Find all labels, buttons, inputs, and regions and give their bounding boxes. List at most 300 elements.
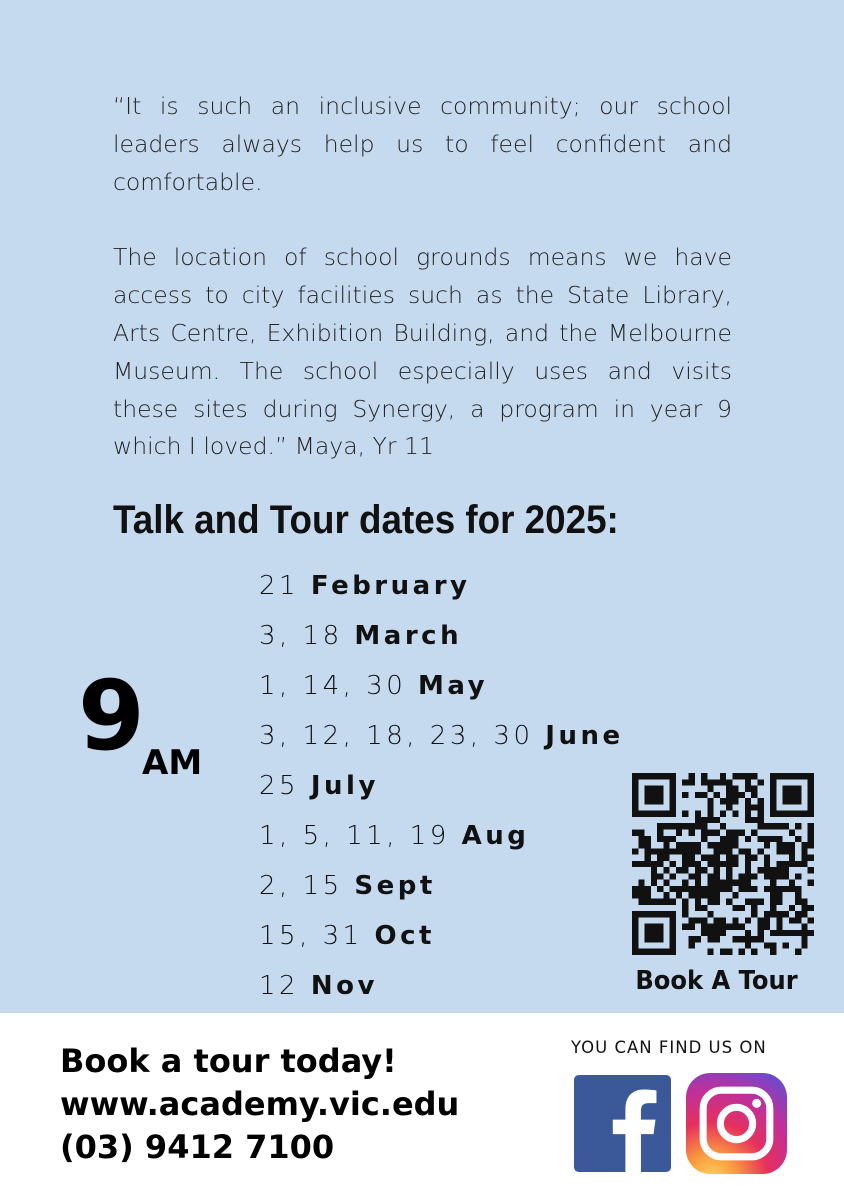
qr-module	[688, 855, 694, 861]
qr-module	[795, 773, 801, 779]
qr-module	[701, 836, 707, 842]
qr-module	[751, 829, 757, 835]
qr-module	[776, 842, 782, 848]
qr-module	[645, 811, 651, 817]
qr-module	[676, 829, 682, 835]
qr-module	[682, 861, 688, 867]
qr-module	[688, 917, 694, 923]
qr-module	[739, 949, 745, 955]
qr-module	[632, 911, 638, 917]
qr-module	[758, 924, 764, 930]
qr-module	[714, 817, 720, 823]
qr-module	[776, 873, 782, 879]
qr-module	[714, 855, 720, 861]
qr-module	[726, 804, 732, 810]
tour-date-item: 3, 12, 18, 23, 30 June	[259, 721, 624, 751]
qr-module	[695, 936, 701, 942]
qr-module	[720, 773, 726, 779]
qr-module	[714, 873, 720, 879]
qr-module	[707, 899, 713, 905]
qr-module	[670, 773, 676, 779]
qr-module	[645, 773, 651, 779]
qr-module	[688, 829, 694, 835]
qr-module	[795, 917, 801, 923]
qr-module	[770, 804, 776, 810]
qr-module	[657, 936, 663, 942]
qr-module	[670, 949, 676, 955]
qr-module	[701, 792, 707, 798]
qr-module	[645, 855, 651, 861]
qr-module	[714, 899, 720, 905]
qr-module	[783, 873, 789, 879]
qr-module	[795, 873, 801, 879]
qr-module	[638, 773, 644, 779]
qr-module	[670, 899, 676, 905]
qr-module	[745, 773, 751, 779]
qr-module	[801, 905, 807, 911]
qr-module	[770, 892, 776, 898]
qr-module	[751, 804, 757, 810]
qr-module	[632, 804, 638, 810]
qr-module	[732, 786, 738, 792]
qr-module	[739, 829, 745, 835]
qr-module	[645, 911, 651, 917]
qr-module	[645, 892, 651, 898]
qr-module	[714, 867, 720, 873]
qr-module	[714, 792, 720, 798]
qr-module	[726, 848, 732, 854]
qr-module	[651, 924, 657, 930]
qr-module	[632, 792, 638, 798]
qr-module	[808, 792, 814, 798]
qr-code[interactable]	[632, 773, 814, 955]
qr-module	[732, 917, 738, 923]
qr-module	[789, 792, 795, 798]
qr-module	[801, 848, 807, 854]
qr-module	[695, 817, 701, 823]
qr-module	[701, 855, 707, 861]
qr-module	[808, 867, 814, 873]
qr-module	[688, 773, 694, 779]
qr-module	[739, 880, 745, 886]
qr-module	[707, 779, 713, 785]
qr-module	[707, 892, 713, 898]
qr-module	[695, 899, 701, 905]
qr-module	[739, 936, 745, 942]
qr-module	[714, 779, 720, 785]
qr-module	[745, 786, 751, 792]
qr-module	[632, 798, 638, 804]
qr-module	[758, 917, 764, 923]
tour-date-item: 3, 18 March	[259, 621, 463, 651]
qr-module	[651, 786, 657, 792]
quote-paragraph-1: “It is such an inclusive community; our school leaders always help us to feel confident and comfortable.	[113, 92, 732, 196]
qr-module	[801, 924, 807, 930]
qr-module	[783, 867, 789, 873]
qr-module	[726, 779, 732, 785]
qr-module	[670, 848, 676, 854]
qr-module	[720, 930, 726, 936]
qr-module	[770, 905, 776, 911]
qr-module	[789, 861, 795, 867]
tour-time	[78, 660, 203, 783]
qr-module	[632, 930, 638, 936]
qr-module	[651, 949, 657, 955]
qr-module	[808, 930, 814, 936]
qr-module	[745, 817, 751, 823]
qr-module	[651, 861, 657, 867]
qr-module	[795, 792, 801, 798]
qr-module	[663, 880, 669, 886]
qr-module	[770, 899, 776, 905]
qr-module	[657, 786, 663, 792]
qr-module	[714, 892, 720, 898]
qr-module	[663, 773, 669, 779]
qr-module	[758, 779, 764, 785]
qr-module	[720, 842, 726, 848]
qr-module	[732, 905, 738, 911]
qr-module	[638, 836, 644, 842]
qr-module	[808, 779, 814, 785]
qr-module	[770, 779, 776, 785]
qr-module	[701, 892, 707, 898]
qr-module	[695, 811, 701, 817]
qr-module	[789, 798, 795, 804]
qr-module	[720, 848, 726, 854]
qr-module	[670, 811, 676, 817]
qr-module	[783, 942, 789, 948]
qr-module	[808, 804, 814, 810]
qr-module	[732, 836, 738, 842]
qr-module	[688, 842, 694, 848]
qr-module	[745, 880, 751, 886]
qr-module	[682, 792, 688, 798]
qr-module	[739, 886, 745, 892]
qr-module	[745, 811, 751, 817]
qr-module	[751, 792, 757, 798]
qr-module	[707, 804, 713, 810]
tour-dates-heading: Talk and Tour dates for 2025:	[113, 498, 619, 542]
qr-module	[808, 880, 814, 886]
qr-module	[770, 836, 776, 842]
qr-module	[695, 848, 701, 854]
qr-module	[789, 811, 795, 817]
qr-module	[707, 880, 713, 886]
tour-date-item: 2, 15 Sept	[259, 871, 436, 901]
qr-module	[745, 873, 751, 879]
qr-module	[808, 842, 814, 848]
qr-module	[770, 823, 776, 829]
qr-module	[758, 848, 764, 854]
qr-module	[770, 930, 776, 936]
qr-module	[783, 792, 789, 798]
qr-module	[776, 836, 782, 842]
facebook-icon[interactable]	[574, 1075, 671, 1172]
qr-module	[770, 942, 776, 948]
tour-time-period: AM	[142, 743, 203, 783]
qr-module	[783, 773, 789, 779]
qr-module	[657, 855, 663, 861]
qr-module	[651, 792, 657, 798]
qr-module	[808, 829, 814, 835]
qr-module	[795, 811, 801, 817]
qr-module	[645, 842, 651, 848]
qr-module	[789, 880, 795, 886]
qr-module	[789, 829, 795, 835]
qr-module	[808, 917, 814, 923]
qr-module	[758, 804, 764, 810]
qr-module	[688, 873, 694, 879]
qr-module	[789, 855, 795, 861]
qr-module	[663, 811, 669, 817]
qr-module	[795, 892, 801, 898]
qr-module	[670, 917, 676, 923]
qr-module	[783, 798, 789, 804]
qr-module	[764, 942, 770, 948]
qr-module	[701, 779, 707, 785]
qr-module	[726, 867, 732, 873]
qr-module	[638, 861, 644, 867]
quote-paragraph-2: The location of school grounds means we have access to city facilities such as the State Library, Arts Centre, Exhibition Building, and the Melbourne Museum. The school especially uses and visits these sites during Synergy, a program in year 9 which I loved.” Maya, Yr 11	[113, 243, 732, 461]
qr-module	[726, 786, 732, 792]
qr-module	[676, 823, 682, 829]
qr-module	[751, 936, 757, 942]
qr-module	[801, 899, 807, 905]
qr-module	[720, 880, 726, 886]
qr-module	[776, 811, 782, 817]
qr-module	[638, 829, 644, 835]
qr-module	[745, 836, 751, 842]
qr-module	[707, 811, 713, 817]
social-heading: YOU CAN FIND US ON	[571, 1038, 767, 1057]
contact-block	[60, 1040, 459, 1169]
qr-module	[783, 861, 789, 867]
qr-module	[714, 924, 720, 930]
qr-module	[632, 848, 638, 854]
qr-module	[801, 930, 807, 936]
qr-module	[726, 842, 732, 848]
tour-date-item: 21 February	[259, 571, 471, 601]
qr-module	[795, 798, 801, 804]
qr-module	[776, 924, 782, 930]
qr-module	[758, 836, 764, 842]
qr-module	[670, 886, 676, 892]
qr-module	[707, 829, 713, 835]
qr-module	[695, 861, 701, 867]
qr-module	[707, 949, 713, 955]
qr-module	[795, 886, 801, 892]
qr-module	[745, 867, 751, 873]
qr-module	[726, 792, 732, 798]
website-link[interactable]: www.academy.vic.edu	[60, 1085, 460, 1123]
qr-module	[632, 773, 638, 779]
instagram-icon[interactable]	[686, 1073, 787, 1174]
qr-module	[732, 773, 738, 779]
qr-module	[695, 792, 701, 798]
qr-module	[720, 836, 726, 842]
qr-module	[695, 886, 701, 892]
qr-module	[638, 892, 644, 898]
qr-module	[783, 842, 789, 848]
qr-module	[770, 911, 776, 917]
qr-module	[638, 911, 644, 917]
qr-module	[651, 880, 657, 886]
qr-module	[758, 899, 764, 905]
qr-module	[751, 886, 757, 892]
qr-module	[732, 892, 738, 898]
tour-dates-list	[259, 566, 624, 1016]
qr-module	[776, 892, 782, 898]
qr-module	[645, 836, 651, 842]
qr-module	[663, 836, 669, 842]
qr-module	[783, 823, 789, 829]
qr-module	[770, 949, 776, 955]
qr-module	[808, 823, 814, 829]
qr-module	[808, 773, 814, 779]
qr-module	[657, 949, 663, 955]
qr-module	[745, 861, 751, 867]
qr-module	[707, 817, 713, 823]
qr-module	[707, 873, 713, 879]
qr-module	[758, 930, 764, 936]
qr-module	[701, 905, 707, 911]
qr-module	[783, 930, 789, 936]
qr-module	[663, 892, 669, 898]
qr-module	[688, 924, 694, 930]
qr-module	[801, 811, 807, 817]
qr-module	[645, 848, 651, 854]
qr-module	[732, 924, 738, 930]
qr-module	[714, 886, 720, 892]
qr-module	[651, 911, 657, 917]
qr-module	[720, 949, 726, 955]
qr-module	[651, 873, 657, 879]
qr-module	[707, 924, 713, 930]
qr-module	[682, 842, 688, 848]
qr-module	[745, 930, 751, 936]
qr-module	[657, 798, 663, 804]
qr-module	[808, 905, 814, 911]
qr-module	[663, 855, 669, 861]
qr-module	[676, 886, 682, 892]
qr-module	[670, 792, 676, 798]
tour-date-item: 15, 31 Oct	[259, 921, 435, 951]
qr-module	[751, 949, 757, 955]
qr-module	[726, 899, 732, 905]
qr-module	[726, 949, 732, 955]
qr-module	[758, 811, 764, 817]
qr-module	[726, 855, 732, 861]
qr-module	[701, 930, 707, 936]
qr-module	[726, 798, 732, 804]
qr-module	[657, 861, 663, 867]
qr-module	[632, 917, 638, 923]
qr-module	[707, 861, 713, 867]
qr-module	[795, 911, 801, 917]
qr-module	[701, 886, 707, 892]
qr-module	[632, 942, 638, 948]
qr-module	[720, 823, 726, 829]
qr-module	[732, 861, 738, 867]
qr-module	[657, 836, 663, 842]
qr-module	[795, 823, 801, 829]
qr-module	[776, 930, 782, 936]
qr-module	[688, 779, 694, 785]
qr-module	[645, 798, 651, 804]
qr-module	[651, 811, 657, 817]
qr-module	[745, 779, 751, 785]
qr-module	[776, 867, 782, 873]
qr-module	[695, 873, 701, 879]
qr-module	[651, 899, 657, 905]
tour-date-item: 12 Nov	[259, 971, 378, 1001]
qr-module	[789, 886, 795, 892]
qr-module	[795, 949, 801, 955]
qr-module	[676, 848, 682, 854]
qr-module	[695, 892, 701, 898]
qr-module	[758, 817, 764, 823]
qr-module	[764, 836, 770, 842]
qr-module	[726, 829, 732, 835]
qr-module	[770, 811, 776, 817]
qr-module	[801, 773, 807, 779]
qr-module	[657, 811, 663, 817]
qr-module	[726, 861, 732, 867]
qr-module	[770, 798, 776, 804]
qr-module	[764, 823, 770, 829]
qr-module	[676, 842, 682, 848]
qr-module	[732, 936, 738, 942]
qr-module	[714, 930, 720, 936]
qr-module	[695, 842, 701, 848]
qr-module	[645, 949, 651, 955]
qr-module	[776, 848, 782, 854]
qr-module	[726, 886, 732, 892]
qr-module	[789, 786, 795, 792]
qr-module	[638, 811, 644, 817]
qr-module	[695, 880, 701, 886]
qr-module	[720, 924, 726, 930]
qr-module	[726, 880, 732, 886]
qr-module	[701, 773, 707, 779]
phone-number[interactable]: (03) 9412 7100	[60, 1128, 335, 1166]
qr-module	[701, 817, 707, 823]
qr-module	[632, 861, 638, 867]
tour-date-item: 25 July	[259, 771, 379, 801]
qr-module	[783, 886, 789, 892]
qr-module	[801, 911, 807, 917]
qr-module	[751, 786, 757, 792]
qr-module	[764, 855, 770, 861]
qr-module	[789, 917, 795, 923]
qr-module	[758, 798, 764, 804]
qr-module	[732, 792, 738, 798]
qr-module	[663, 848, 669, 854]
qr-module	[745, 804, 751, 810]
qr-module	[632, 949, 638, 955]
qr-module	[651, 773, 657, 779]
qr-module	[695, 905, 701, 911]
qr-module	[651, 848, 657, 854]
qr-module	[682, 867, 688, 873]
qr-module	[695, 867, 701, 873]
qr-module	[657, 829, 663, 835]
qr-module	[745, 917, 751, 923]
book-tour-cta: Book a tour today!	[60, 1042, 397, 1080]
qr-module	[732, 842, 738, 848]
qr-module	[682, 823, 688, 829]
qr-module	[751, 905, 757, 911]
